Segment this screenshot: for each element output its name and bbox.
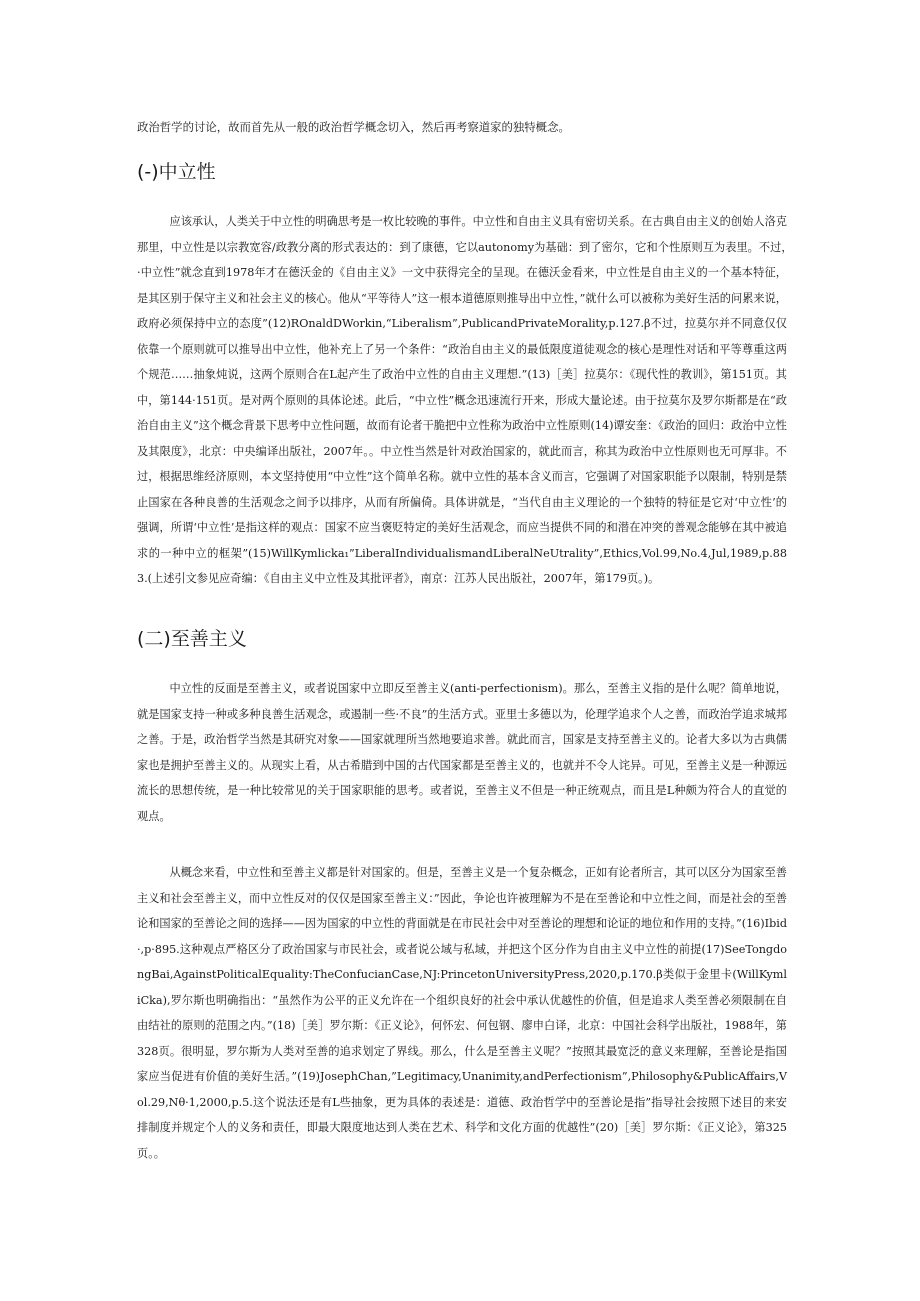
paragraph-perfectionism-1: 中立性的反面是至善主义，或者说国家中立即反至善主义(anti-perfectionism)。那么，至善主义指的是什么呢？简单地说，就是国家支持一种或多种良善生活观念，或遏制一些·不良”的生活方式。亚里士多德以为，伦理学追求个人之善，而政治学追求城邦之善。于是，政治哲学当然是其研究对象——国家就理所当然地要追求善。就此而言，国家是支持至善主义的。论者大多以为古典儒家也是拥护至善主义的。从现实上看，从古希腊到中国的古代国家都是至善主义的，也就并不令人诧异。可见，至善主义是一种源远流长的思想传统，是一种比较常见的关于国家职能的思考。或者说，至善主义不但是一种正统观点，而且是L种颇为符合人的直觉的观点。 (137, 682, 787, 823)
lead-line: 政治哲学的讨论，故而首先从一般的政治哲学概念切入，然后再考察道家的独特概念。 (137, 120, 570, 134)
section-heading-perfectionism: (二)至善主义 (137, 628, 247, 650)
paragraph-neutrality: 应该承认，人类关于中立性的明确思考是一枚比较晚的事件。中立性和自由主义具有密切关系。在古典自由主义的创始人洛克那里，中立性是以宗教宽容/政教分离的形式表达的：到了康德，它以autonomy为基础：到了密尔，它和个性原则互为表里。不过，·中立性”就念直到1978年才在德沃金的《自由主义》一文中获得完全的呈现。在德沃金看来，中立性是自由主义的一个基本特征，是其区别于保守主义和社会主义的核心。他从“平等待人”这一根本道德原则推导出中立性，”就什么可以被称为美好生活的问累来说，政府必须保持中立的态度”(12)ROnaldDWorkin,“Liberalism”,PublicandPrivateMorality,p.127.β不过，拉莫尔并不同意仅仅依靠一个原则就可以推导出中立性，他补充上了另一个条件：“政治自由主义的最低限度道徒观念的核心是理性对话和平等尊重这两个规范……抽象炖说，这两个原则合在L起产生了政治中立性的自由主义理想.”(13)［美］拉莫尔：《现代性的教训》，第151页。其中，第144·151页。是对两个原则的具体论述。此后，“中立性”概念迅速流行开来，形成大量论述。由于拉莫尔及罗尔斯都是在“政治自由主义”这个概念背景下思考中立性问题，故而有论者干脆把中立性称为政治中立性原则(14)谭安奎：《政治的回归：政治中立性及其限度》，北京：中央编译出版社，2007年。。中立性当然是针对政治国家的，就此而言，称其为政治中立性原则也无可厚非。不过，根据思维经济原则，本文坚持使用“中立性”这个简单名称。就中立性的基本含义而言，它强调了对国家职能予以限制，特别是禁止国家在各种良善的生活观念之间予以排序，从而有所偏倚。具体讲就是，“当代自由主义理论的一个独特的特征是它对‘中立性’的强调，所谓‘中立性’是指这样的观点：国家不应当褒贬特定的美好生活观念，而应当提供不同的和潜在冲突的善观念能够在其中被追求的一种中立的框架”(15)WillKymlicka₁”LiberalIndividualismandLiberalNeUtrality”,Ethics,Vol.99,No.4,Jul,1989,p.883.(上述引文参见应奇编：《自由主义中立性及其批评者》，南京：江苏人民出版社，2007年，第179页。)。 (137, 215, 787, 585)
paragraph-perfectionism-2: 从概念来看，中立性和至善主义都是针对国家的。但是，至善主义是一个复杂概念，正如有论者所言，其可以区分为国家至善主义和社会至善主义，而中立性反对的仅仅是国家至善主义：”因此，争论也许被理解为不是在至善论和中立性之间，而是社会的至善论和国家的至善论之间的选择——因为国家的中立性的背面就是在市民社会中对至善论的理想和论证的地位和作用的支持。”(16)Ibid·,p·895.这种观点严格区分了政治国家与市民社会，或者说公域与私域，并把这个区分作为自由主义中立性的前提(17)SeeTongdongBai,AgainstPoliticalEquality:TheConfucianCase,NJ:PrincetonUniversityPress,2020,p.170.β类似于金里卡(WillKymliCka),罗尔斯也明确指出：“虽然作为公平的正义允许在一个组织良好的社会中承认优越性的价值，但是追求人类至善必须限制在自由结社的原则的范围之内。”(18)［美］罗尔斯：《正义论》，何怀宏、何包钢、廖申白译，北京：中国社会科学出版社，1988年，第328页。很明显，罗尔斯为人类对至善的追求划定了界线。那么，什么是至善主义呢？”按照其最宽泛的意义来理解，至善论是指国家应当促进有价值的美好生活。”(19)JosephChan,”Legitimacy,Unanimity,andPerfectionism”,Philosophy&PublicAffairs,Vol.29,Nθ·1,2000,p.5.这个说法还是有L些抽象，更为具体的表述是：道德、政治哲学中的至善论是指”指导社会按照下述目的来安排制度并规定个人的义务和责任，即最大限度地达到人类在艺术、科学和文化方面的优越性”(20)［美］罗尔斯：《正义论》，第325页。。 (137, 866, 787, 1160)
section-heading-neutrality: (-)中立性 (137, 161, 216, 183)
